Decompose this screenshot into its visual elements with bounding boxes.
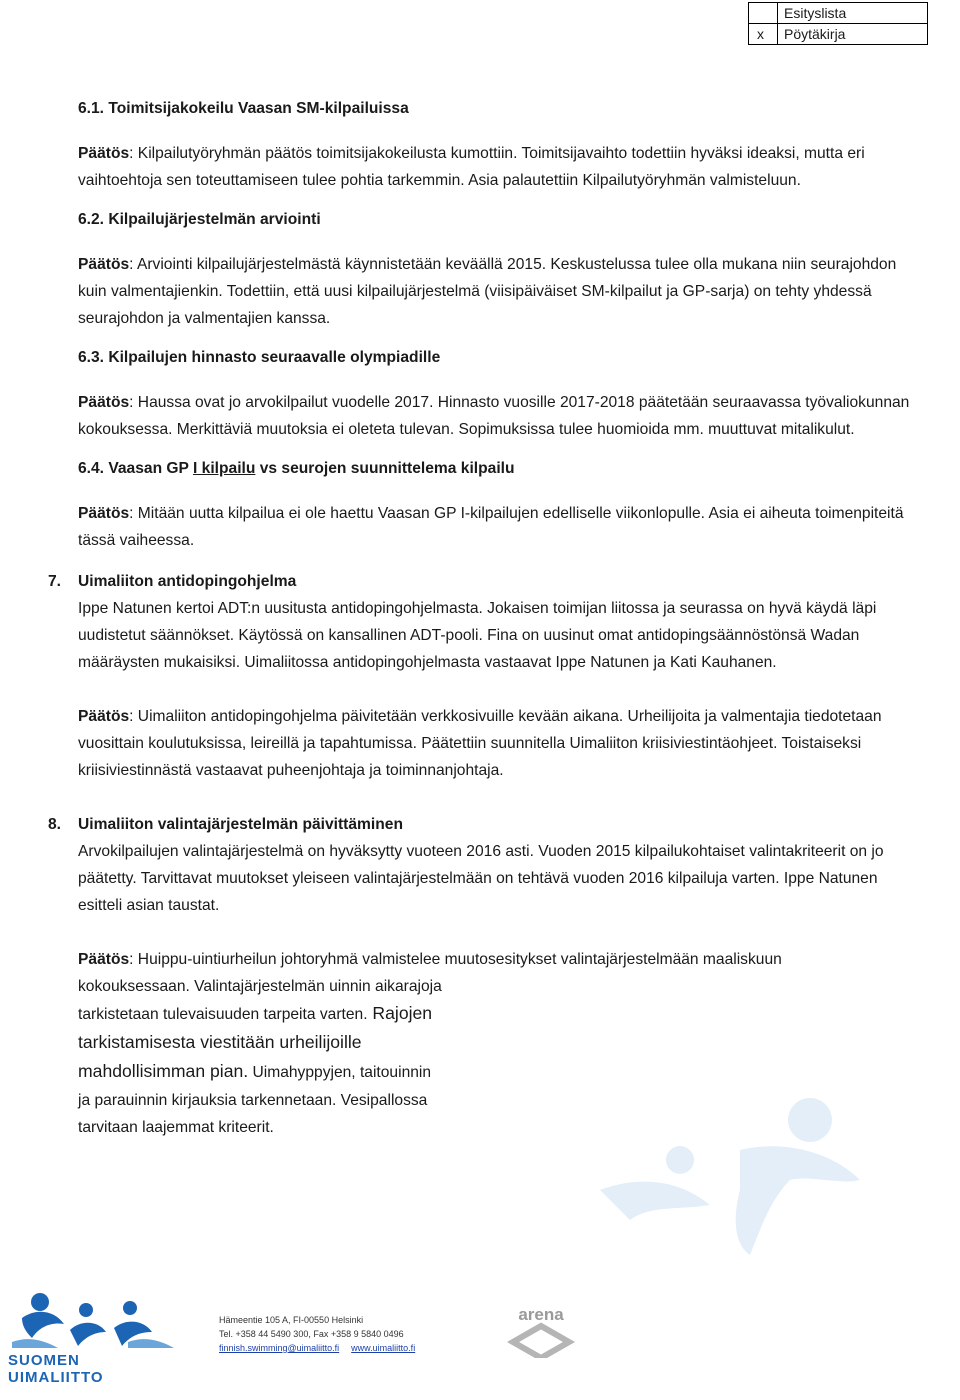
doc-type-label: Pöytäkirja xyxy=(778,24,928,45)
footer-contact xyxy=(219,1313,415,1355)
doc-type-label: Esityslista xyxy=(778,3,928,24)
decision-text: : Huippu-uintiurheilun johtoryhmä valmistelee muutosesitykset valintajärjestelmään maaliskuun xyxy=(129,951,782,968)
decision-label: Päätös xyxy=(78,951,130,968)
footer-phone-line: Tel. +358 44 5490 300, Fax +358 9 5840 0496 xyxy=(219,1329,404,1339)
decision-text: : Kilpailutyöryhmän päätös toimitsijakokeilusta kumottiin. Toimitsijavaihto todettiin hyväksi ideaksi, mutta eri vaihtoehtoja sen toteuttamiseen tulee pohtia tarkemmin. Asia palautettiin Kilpailutyöryhmän valmisteluun. xyxy=(78,145,865,189)
uimaliitto-logo xyxy=(8,1290,178,1386)
decision-text: Uimahyppyjen, taitouinnin xyxy=(248,1064,432,1081)
document-type-table xyxy=(748,2,928,45)
decision-line: tarvitaan laajemmat kriteerit. xyxy=(78,1119,274,1136)
doc-type-mark: x xyxy=(749,24,778,45)
decision-text: : Mitään uutta kilpailua ei ole haettu Vaasan GP I-kilpailujen edelliselle viikonlopulle. Asia ei aiheuta toimenpiteitä tässä vaiheessa. xyxy=(78,505,904,549)
section-8-body: Arvokilpailujen valintajärjestelmä on hyväksytty vuoteen 2016 asti. Vuoden 2015 kilpailukohtaiset valintakriteerit on jo päätetty. Tarvittavat muutokset yleiseen valintajärjestelmään on tehtävä vuoden 2016 kilpailuja varten. Ippe Natunen esitteli asian taustat. xyxy=(78,843,884,914)
section-number: 8. xyxy=(48,816,62,833)
decision-line xyxy=(78,1057,910,1087)
section-8-decision xyxy=(78,946,910,1141)
minutes-content xyxy=(48,95,910,1141)
section-6-4-decision xyxy=(78,500,910,554)
logo-text: SUOMEN UIMALIITTO xyxy=(8,1352,104,1386)
decision-text: Rajojen xyxy=(367,1003,433,1023)
decision-text: : Haussa ovat jo arvokilpailut vuodelle 2017. Hinnasto vuosille 2017-2018 päätetään seuraavassa työvaliokunnan kokouksessa. Merkittäviä muutoksia ei oleteta tulevan. Sopimuksissa tulee huomioida mm. muuttuvat mitalikulut. xyxy=(78,394,910,438)
decision-text: : Uimaliiton antidopingohjelma päivitetään verkkosivuille kevään aikana. Urheilijoita ja valmentajia tiedotetaan vuosittain koulutuksissa, leireillä ja tapahtumissa. Päätettiin suunnitella Uimaliiton kriisiviestintäohjeet. Toistaiseksi kriisiviestinnästä vastaavat puheenjohtaja ja toiminnanjohtaja. xyxy=(78,708,882,779)
decision-line: ja parauinnin kirjauksia tarkennetaan. Vesipallossa xyxy=(78,1092,428,1109)
doc-type-row-agenda xyxy=(749,3,928,24)
section-title: Uimaliiton valintajärjestelmän päivittäminen xyxy=(78,816,403,833)
decision-label: Päätös xyxy=(78,256,130,273)
section-7-decision xyxy=(78,703,910,784)
decision-line xyxy=(78,1000,910,1028)
section-title: Uimaliiton antidopingohjelma xyxy=(78,573,297,590)
decision-label: Päätös xyxy=(78,708,130,725)
decision-text: : Arviointi kilpailujärjestelmästä käynnistetään keväällä 2015. Keskustelussa tulee olla mukana niin seurajohdon kuin valmentajienkin. Todettiin, että uusi kilpailujärjestelmä (viisipäiväiset SM-kilpailut ja GP-sarja) on tehty yhdessä seurajohdon ja valmentajien kanssa. xyxy=(78,256,897,327)
decision-line: kokouksessaan. Valintajärjestelmän uinnin aikarajoja xyxy=(78,978,442,995)
swimmers-logo-icon xyxy=(8,1290,178,1352)
decision-label: Päätös xyxy=(78,145,130,162)
email-link[interactable]: finnish.swimming@uimaliitto.fi xyxy=(219,1343,340,1353)
arena-logo-icon xyxy=(505,1302,577,1358)
decision-label: Päätös xyxy=(78,505,130,522)
decision-line xyxy=(78,946,910,973)
section-6-2-decision xyxy=(78,251,910,332)
decision-text: tarkistetaan tulevaisuuden tarpeita varten. xyxy=(78,1006,368,1023)
heading-prefix: 6.4. Vaasan GP xyxy=(78,460,194,477)
section-8-heading xyxy=(48,811,910,838)
decision-label: Päätös xyxy=(78,394,130,411)
doc-type-mark xyxy=(749,3,778,24)
section-6-3-decision xyxy=(78,389,910,443)
decision-text: mahdollisimman pian. xyxy=(78,1061,249,1081)
section-6-2-heading: 6.2. Kilpailujärjestelmän arviointi xyxy=(78,211,321,228)
website-link[interactable]: www.uimaliitto.fi xyxy=(351,1343,416,1353)
section-number: 7. xyxy=(48,573,62,590)
section-6-3-heading: 6.3. Kilpailujen hinnasto seuraavalle olympiadille xyxy=(78,349,441,366)
section-7-heading xyxy=(48,568,910,595)
section-6-1-decision xyxy=(78,140,910,194)
heading-underlined: I kilpailu xyxy=(193,460,256,477)
footer-links xyxy=(219,1341,415,1355)
footer-address-line: Hämeentie 105 A, FI-00550 Helsinki xyxy=(219,1315,364,1325)
section-7-body: Ippe Natunen kertoi ADT:n uusitusta antidopingohjelmasta. Jokaisen toimijan liitossa ja seurassa on hyvä käydä läpi uudistetut säännökset. Käytössä on kansallinen ADT-pooli. Fina on uusinut omat antidopingsäännöstönsä Wadan määräysten mukaisiksi. Uimaliitossa antidopingohjelmasta vastaavat Ippe Natunen ja Kati Kauhanen. xyxy=(78,600,877,671)
decision-line: tarkistamisesta viestitään urheilijoille xyxy=(78,1032,362,1052)
heading-suffix: vs seurojen suunnittelema kilpailu xyxy=(255,460,515,477)
section-6-4-heading xyxy=(78,455,910,482)
sponsor-text: arena xyxy=(518,1305,564,1324)
section-6-1-heading: 6.1. Toimitsijakokeilu Vaasan SM-kilpailuissa xyxy=(78,100,409,117)
doc-type-row-minutes xyxy=(749,24,928,45)
